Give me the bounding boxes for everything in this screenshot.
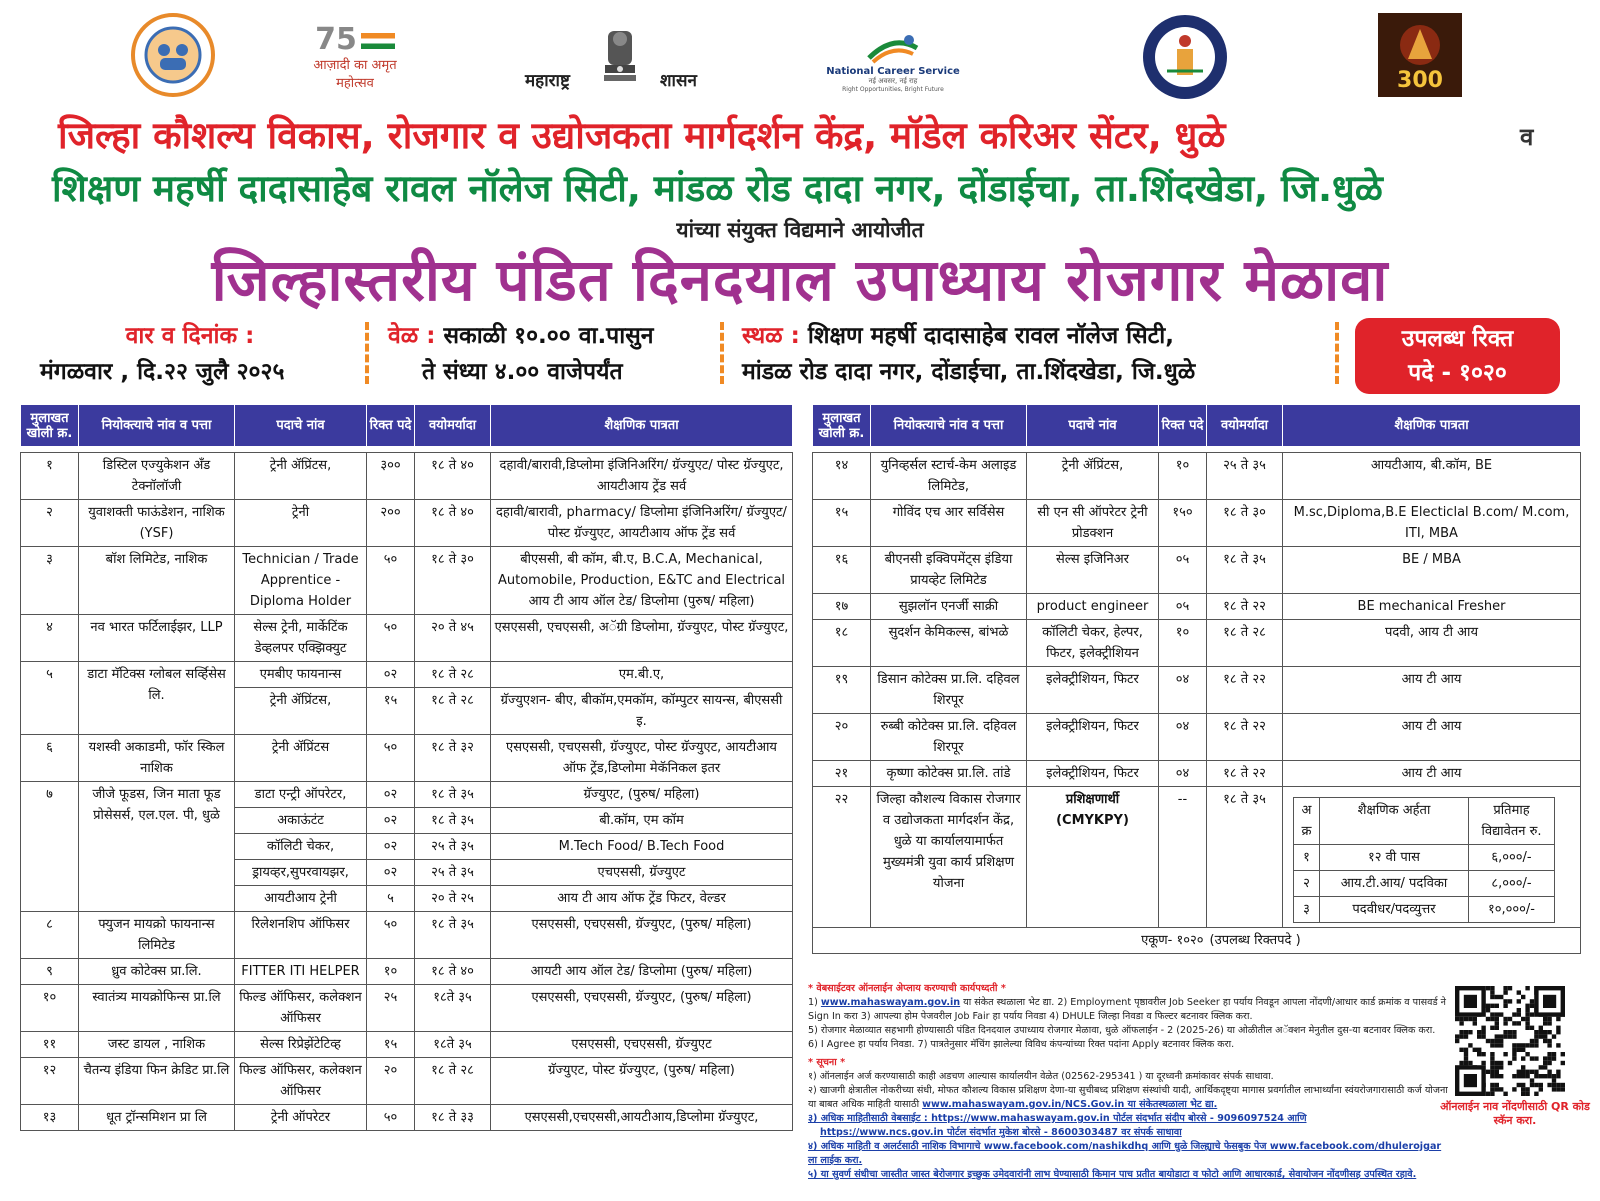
qualification-cell: एसएससी, एचएससी, ग्रॅज्युएट, पोस्ट ग्रॅज्युएट, आयटीआय ऑफ ट्रेंड,डिप्लोमा मेकॅनिकल इतर (491, 735, 793, 782)
age-cell: १८ ते २२ (1207, 714, 1283, 761)
qualification-cell: ग्रॅज्युएशन- बीए, बीकॉम,एमकॉम, कॉम्पुटर सायन्स, बीएससी इ. (491, 688, 793, 735)
notice-heading: * सूचना * (808, 1057, 846, 1068)
table-header-row (813, 405, 1581, 447)
time-value-1: सकाळी १०.०० वा.पासुन (443, 323, 654, 349)
col-post: पदाचे नांव (1027, 405, 1159, 447)
age-cell: १८ ते ३५ (415, 808, 491, 834)
qualification-cell: दहावी/बारावी,डिप्लोमा इंजिनिअरिंग/ ग्रॅज्युएट/ पोस्ट ग्रॅज्युएट, आयटीआय ट्रेंड सर्व (491, 453, 793, 500)
row22-stipend-cell (1283, 787, 1581, 928)
stipend-col-qualification: शैक्षणिक अर्हता (1320, 798, 1469, 845)
employer-cell: जीजे फूडस, जिन माता फूड प्रोसेसर्स, एल.एल. पी, धुळे (79, 782, 235, 912)
vacancy-cell: १० (1159, 620, 1207, 667)
jobs-table-right-body (813, 453, 1581, 787)
room-no-cell: १८ (813, 620, 871, 667)
table-row (813, 594, 1581, 620)
registration-qr-code[interactable] (1455, 986, 1565, 1096)
age-cell: १८ ते ४० (415, 453, 491, 500)
post-cell: product engineer (1027, 594, 1159, 620)
vacancy-cell: २० (367, 1058, 415, 1105)
table-row (21, 453, 793, 500)
tricentenary-emblem-icon (1378, 13, 1462, 97)
instruction-steps-b: 5) रोजगार मेळाव्यात सहभागी होण्यासाठी पंडित दिनदयाल उपाध्याय रोजगार मेळावा, धुळे ऑफलाईन - 2 (2025-26) या ओळीतील अॅक्शन मेनुतील दुस-या बटनावर क्लिक करा. 6) I Agree हा पर्याय निवडा. 7) पात्रतेनुसार मॅचिंग झालेल्या विविध कंपन्यांच्या रिक्त पदांना Apply बटनावर क्लिक करा. (808, 1025, 1436, 1050)
vacancy-badge (1355, 318, 1560, 394)
post-cell: फिल्ड ऑफिसर, कलेक्शन ऑफिसर (235, 1058, 367, 1105)
institute-logo (1138, 10, 1232, 104)
jobs-table-left (20, 404, 793, 1131)
ncs-swoosh-icon (863, 30, 923, 66)
qr-caption: ऑनलाईन नाव नोंदणीसाठी QR कोड स्कॅन करा. (1440, 1100, 1590, 1127)
room-no-cell: ३ (21, 547, 79, 615)
qualification-cell: एचएससी, ग्रॅज्युएट (491, 860, 793, 886)
age-cell: १८ ते ३२ (415, 735, 491, 782)
age-cell: २५ ते ३५ (1207, 453, 1283, 500)
table-row (21, 662, 793, 688)
table-row (813, 500, 1581, 547)
employer-cell: स्वातंत्र्य मायक्रोफिन्स प्रा.लि (79, 985, 235, 1032)
employer-cell: चैतन्य इंडिया फिन क्रेडिट प्रा.लि (79, 1058, 235, 1105)
venue-value-2: मांडळ रोड दादा नगर, दोंडाईचा, ता.शिंदखेडा, जि.धुळे (742, 359, 1196, 385)
age-cell: १८ ते ३५ (415, 912, 491, 959)
post-cell: ड्रायव्हर,सुपरवायझर, (235, 860, 367, 886)
qualification-cell: आय टी आय (1283, 714, 1581, 761)
qualification-cell: दहावी/बारावी, pharmacy/ डिप्लोमा इंजिनिअरिंग/ ग्रॅज्युएट/ पोस्ट ग्रॅज्युएट, आयटीआय ऑफ ट्रेंड सर्व (491, 500, 793, 547)
qr-code-icon[interactable] (1455, 986, 1565, 1096)
qualification-cell: एसएससी, एचएससी, ग्रॅज्युएट, (पुरुष/ महिला) (491, 912, 793, 959)
post-cell: ट्रेनी ॲप्रिंटस (235, 735, 367, 782)
tricentenary-number: 300 (1397, 68, 1443, 93)
vacancy-cell: ५० (367, 547, 415, 615)
vacancy-line-1: उपलब्ध रिक्त (1401, 326, 1514, 352)
qualification-cell: BE / MBA (1283, 547, 1581, 594)
table-row (21, 1058, 793, 1105)
post-cell: आयटीआय ट्रेनी (235, 886, 367, 912)
room-no-cell: १४ (813, 453, 871, 500)
step-text: 1) (808, 997, 821, 1008)
post-cell: FITTER ITI HELPER (235, 959, 367, 985)
qualification-cell: आय टी आय (1283, 667, 1581, 714)
table-row (21, 959, 793, 985)
age-cell: १८ ते २२ (1207, 761, 1283, 787)
col-room-no: मुलाखत खोली क्र. (813, 405, 871, 447)
age-cell: १८ ते ४० (415, 500, 491, 547)
table-row (21, 735, 793, 782)
age-cell: २५ ते ३५ (415, 834, 491, 860)
notice-4[interactable]: ४) अधिक माहिती व अलर्टसाठी नाशिक विभागाचे www.facebook.com/nashikdhq आणि धुळे जिल्ह्याचे फेसबुक पेज www.facebook.com/dhulerojgar ला लाईक करा. (808, 1141, 1442, 1166)
vacancy-cell: ५० (367, 735, 415, 782)
post-cell: डाटा एन्ट्री ऑपरेटर, (235, 782, 367, 808)
col-age: वयोमर्यादा (1207, 405, 1283, 447)
age-cell: २० ते ४५ (415, 615, 491, 662)
age-cell: १८ ते ३५ (415, 782, 491, 808)
instructions-heading: * वेबसाईटवर ऑनलाईन अेप्लाय करण्याची कार्यपध्दती * (808, 983, 1006, 994)
table-row (21, 912, 793, 959)
employer-cell: कृष्णा कोटेक्स प्रा.लि. तांडे (871, 761, 1027, 787)
room-no-cell: ९ (21, 959, 79, 985)
vacancy-cell: ०२ (367, 808, 415, 834)
vacancy-cell: १५ (367, 688, 415, 735)
vacancy-cell: १५ (367, 1032, 415, 1058)
stipend-cell: १०,०००/- (1469, 897, 1555, 923)
vacancy-line-2: पदे - १०२० (1408, 360, 1507, 386)
vacancy-cell: ३०० (367, 453, 415, 500)
title-line-1: जिल्हा कौशल्य विकास, रोजगार व उद्योजकता मार्गदर्शन केंद्र, मॉडेल करिअर सेंटर, धुळे (58, 114, 1226, 157)
table-row (21, 782, 793, 808)
ashoka-emblem-icon (600, 25, 640, 93)
stipend-row (1294, 845, 1555, 871)
room-no-cell: ६ (21, 735, 79, 782)
qualification-cell: ग्रॅज्युएट, (पुरुष/ महिला) (491, 782, 793, 808)
stipend-cell: ३ (1294, 897, 1320, 923)
stipend-cell: १ (1294, 845, 1320, 871)
post-cell: Technician / Trade Apprentice - Diploma Holder (235, 547, 367, 615)
col-vacancy: रिक्त पदे (1159, 405, 1207, 447)
age-cell: १८ ते २८ (1207, 620, 1283, 667)
qualification-cell: एसएससी,एचएससी,आयटीआय,डिप्लोमा ग्रॅज्युएट, (491, 1105, 793, 1131)
table-header-row (21, 405, 793, 447)
table-row (21, 500, 793, 547)
qualification-cell: एसएससी, एचएससी, अॅग्री डिप्लोमा, ग्रॅज्युएट, पोस्ट ग्रॅज्युएट, (491, 615, 793, 662)
col-employer: नियोक्त्याचे नांव व पत्ता (871, 405, 1027, 447)
row22-post: प्रशिक्षणार्थी (CMYKPY) (1027, 787, 1159, 928)
col-qualification: शैक्षणिक पात्रता (491, 405, 793, 447)
date-block (40, 318, 340, 390)
qualification-cell: एम.बी.ए, (491, 662, 793, 688)
qualification-cell: आयटी आय ऑल टेड/ डिप्लोमा (पुरुष/ महिला) (491, 959, 793, 985)
date-value: मंगळवार , दि.२२ जुलै २०२५ (40, 359, 285, 385)
qualification-cell: आयटीआय, बी.कॉम, BE (1283, 453, 1581, 500)
ncs-sub: Right Opportunities, Bright Future (842, 85, 944, 93)
title-line-2: शिक्षण महर्षी दादासाहेब रावल नॉलेज सिटी, मांडळ रोड दादा नगर, दोंडाईचा, ता.शिंदखेडा, जि.धुळे (52, 167, 1383, 210)
ncs-tag: नई अवसर, नई राह (868, 76, 918, 85)
employer-cell: डिस्टिल एज्युकेशन अँड टेक्नॉलॉजी (79, 453, 235, 500)
venue-block (742, 318, 1195, 390)
post-cell: सेल्स ट्रेनी, मार्केटिंक डेव्हलपर एक्झिक्युट (235, 615, 367, 662)
stipend-cell: १२ वी पास (1320, 845, 1469, 871)
tricentenary-logo (1378, 13, 1462, 97)
shasan-label: शासन (660, 71, 697, 91)
room-no-cell: १ (21, 453, 79, 500)
vacancy-cell: ०२ (367, 860, 415, 886)
vacancy-cell: ०२ (367, 834, 415, 860)
title-line-1-suffix: व (1520, 123, 1534, 151)
employer-cell: युवाशक्ती फाऊंडेशन, नाशिक (YSF) (79, 500, 235, 547)
age-cell: १८ ते २२ (1207, 594, 1283, 620)
vacancy-cell: ५० (367, 1105, 415, 1131)
separator (1335, 322, 1339, 384)
vacancy-cell: २५ (367, 985, 415, 1032)
vacancy-cell: ५० (367, 615, 415, 662)
table-row (813, 453, 1581, 500)
col-post: पदाचे नांव (235, 405, 367, 447)
vacancy-cell: ०५ (1159, 547, 1207, 594)
notice-3[interactable]: ३) अधिक माहितीसाठी वेबसाईट : https://www.mahaswayam.gov.in पोर्टल संदर्भात संदीप बोरसे - 9096097524 आणि (808, 1113, 1307, 1124)
employer-cell: युनिव्हर्सल स्टार्च-केम अलाइड लिमिटेड, (871, 453, 1027, 500)
col-age: वयोमर्यादा (415, 405, 491, 447)
time-value-2: ते संध्या ४.०० वाजेपर्यंत (422, 359, 623, 385)
room-no-cell: ७ (21, 782, 79, 912)
employer-cell: रुब्बी कोटेक्स प्रा.लि. दहिवल शिरपूर (871, 714, 1027, 761)
time-label: वेळ : (388, 323, 436, 349)
age-cell: १८ ते ३३ (415, 1105, 491, 1131)
table-row (21, 547, 793, 615)
venue-label: स्थळ : (742, 323, 800, 349)
table-row (813, 761, 1581, 787)
employer-cell: बीएनसी इक्विपमेंट्स इंडिया प्रायव्हेट लिमिटेड (871, 547, 1027, 594)
jobs-table-right (812, 404, 1581, 954)
col-employer: नियोक्त्याचे नांव व पत्ता (79, 405, 235, 447)
stipend-col-no: अ क्र (1294, 798, 1320, 845)
age-cell: २५ ते ३५ (415, 860, 491, 886)
azadi-number: 75 (315, 22, 357, 57)
age-cell: १८ ते २८ (415, 1058, 491, 1105)
gear-emblem-icon (130, 12, 216, 98)
qualification-cell: M.Tech Food/ B.Tech Food (491, 834, 793, 860)
row22-vacancy: -- (1159, 787, 1207, 928)
qualification-cell: ग्रॅज्युएट, पोस्ट ग्रॅज्युएट, (पुरुष/ महिला) (491, 1058, 793, 1105)
vacancy-cell: १५० (1159, 500, 1207, 547)
post-cell: ट्रेनी ॲप्रिंटस, (1027, 453, 1159, 500)
employer-cell: डिसान कोटेक्स प्रा.लि. दहिवल शिरपूर (871, 667, 1027, 714)
instruction-steps-a (808, 996, 1448, 1024)
notice-text: २) खाजगी क्षेत्रातील नोकरीच्या संधी, मोफत कौशल्य विकास प्रशिक्षण देणा-या सुचीबध्द प्रशिक्षण संस्थांची यादी, आर्थिकदृष्ट्या मागास प्रवर्गातील लाभार्थ्यांना स्वंयरोजगारासाठी कर्ज योजना या बाबत अधिक माहिती यासाठी (808, 1085, 1448, 1110)
room-no-cell: १९ (813, 667, 871, 714)
qualification-cell: एसएससी, एचएससी, ग्रॅज्युएट, (पुरुष/ महिला) (491, 985, 793, 1032)
state-emblem (598, 24, 642, 94)
main-title: जिल्हास्तरीय पंडित दिनदयाल उपाध्याय रोजगार मेळावा (211, 246, 1389, 314)
table-row (21, 1105, 793, 1131)
employer-cell: डाटा मॅटिक्स ग्लोबल सर्व्हिसेस लि. (79, 662, 235, 735)
post-cell: इलेक्ट्रीशियन, फिटर (1027, 667, 1159, 714)
vacancy-cell: ५० (367, 912, 415, 959)
table-row (21, 985, 793, 1032)
notice-5[interactable]: ५) या सुवर्ण संधीचा जास्तीत जास्त बेरोजगार इच्छुक उमेदवारांनी लाभ घेण्यासाठी किमान पाच प्रतीत बायोडाटा व फोटो आणि आधारकार्ड, सेवायोजन नोंदणीसह उपस्थित रहावे. (808, 1169, 1417, 1180)
age-cell: १८ ते २८ (415, 688, 491, 735)
stipend-col-amount: प्रतिमाह विद्यावेतन रु. (1469, 798, 1555, 845)
age-cell: १८ ते ३० (1207, 500, 1283, 547)
room-no-cell: १७ (813, 594, 871, 620)
notice-3b[interactable]: https://www.ncs.gov.in पोर्टल संदर्भात मुकेश बोरसे - 8600303487 वर संपर्क साधावा (820, 1127, 1182, 1138)
qualification-cell: आय टी आय ऑफ ट्रेंड फिटर, वेल्डर (491, 886, 793, 912)
total-row (813, 928, 1581, 954)
vacancy-cell: १० (1159, 453, 1207, 500)
row22-employer: जिल्हा कौशल्य विकास रोजगार व उद्योजकता मार्गदर्शन केंद्र, धुळे या कार्यालयामार्फत मुख्यमंत्री युवा कार्य प्रशिक्षण योजना (871, 787, 1027, 928)
time-block (388, 318, 654, 390)
age-cell: १८ ते २८ (415, 662, 491, 688)
separator (720, 322, 724, 384)
employer-cell: बॉश लिमिटेड, नाशिक (79, 547, 235, 615)
room-no-cell: २० (813, 714, 871, 761)
stipend-table (1293, 797, 1555, 923)
post-cell: अकाऊंटंट (235, 808, 367, 834)
stipend-header-row (1294, 798, 1555, 845)
room-no-cell: ४ (21, 615, 79, 662)
maharashtra-label: महाराष्ट्र (525, 71, 570, 91)
ncs-name: National Career Service (826, 65, 960, 77)
post-cell: रिलेशनशिप ऑफिसर (235, 912, 367, 959)
employer-cell: गोविंद एच आर सर्विसेस (871, 500, 1027, 547)
age-cell: १८ते ३५ (415, 985, 491, 1032)
skill-department-logo (128, 10, 218, 100)
total-label: एकूण- १०२० (813, 928, 1207, 954)
vacancy-cell: ०२ (367, 782, 415, 808)
vacancy-cell: ०५ (1159, 594, 1207, 620)
employer-cell: धूत ट्रॉन्समिशन प्रा लि (79, 1105, 235, 1131)
date-label: वार व दिनांक : (125, 323, 255, 349)
age-cell: १८ ते ३५ (1207, 547, 1283, 594)
qualification-cell: आय टी आय (1283, 761, 1581, 787)
qualification-cell: M.sc,Diploma,B.E Electiclal B.com/ M.com, ITI, MBA (1283, 500, 1581, 547)
employer-cell: यशस्वी अकाडमी, फॉर स्किल नाशिक (79, 735, 235, 782)
step-text: या संकेत स्थळाला भेट द्या. 2) Employment पृष्ठावरील Job Seeker हा पर्याय निवडून आपला नोंदणी/आधार कार्ड क्रमांक व पासवर्ड ने Sign In करा 3) आपल्या होम पेजवरील Job Fair हा पर्याय निवडा 4) DHULE जिल्हा निवडा व फिल्टर बटनावर क्लिक करा. (808, 997, 1446, 1022)
table-row-22 (813, 787, 1581, 928)
room-no-cell: १० (21, 985, 79, 1032)
vacancy-cell: ५ (367, 886, 415, 912)
room-no-cell: १२ (21, 1058, 79, 1105)
post-cell: ट्रेनी ॲप्रिंटस, (235, 453, 367, 500)
total-note: (उपलब्ध रिक्तपदे ) (1207, 928, 1581, 954)
jobs-table-left-body (21, 453, 793, 1131)
age-cell: १८ ते २२ (1207, 667, 1283, 714)
vacancy-cell: ०४ (1159, 667, 1207, 714)
room-no-cell: १३ (21, 1105, 79, 1131)
room-no-cell: ५ (21, 662, 79, 735)
institute-gear-icon (1139, 11, 1231, 103)
table-row (21, 615, 793, 662)
notice-2-links[interactable]: www.mahaswayam.gov.in/NCS.Gov.in या संकेतस्थळाला भेट द्या. (922, 1099, 1218, 1110)
employer-cell: नव भारत फर्टिलाईझर, LLP (79, 615, 235, 662)
qualification-cell: BE mechanical Fresher (1283, 594, 1581, 620)
notice-2 (808, 1084, 1448, 1112)
vacancy-cell: ०४ (1159, 714, 1207, 761)
post-cell: फिल्ड ऑफिसर, कलेक्शन ऑफिसर (235, 985, 367, 1032)
age-cell: १८ते ३५ (415, 1032, 491, 1058)
post-cell: इलेक्ट्रीशियन, फिटर (1027, 714, 1159, 761)
employer-cell: जस्ट डायल , नाशिक (79, 1032, 235, 1058)
stipend-row (1294, 871, 1555, 897)
separator (365, 322, 369, 384)
venue-value-1: शिक्षण महर्षी दादासाहेब रावल नॉलेज सिटी, (807, 323, 1174, 349)
vacancy-cell: ०२ (367, 662, 415, 688)
employer-cell: फ्युजन मायक्रो फायनान्स लिमिटेड (79, 912, 235, 959)
azadi-amrit-mahotsav-logo (300, 18, 410, 98)
qualification-cell: पदवी, आय टी आय (1283, 620, 1581, 667)
room-no-cell: २१ (813, 761, 871, 787)
ncs-logo (826, 20, 960, 102)
room-no-cell: ८ (21, 912, 79, 959)
employer-cell: ध्रुव कोटेक्स प्रा.लि. (79, 959, 235, 985)
employer-cell: सुझलॉन एनर्जी साक्री (871, 594, 1027, 620)
stipend-cell: आय.टी.आय/ पदविका (1320, 871, 1469, 897)
row22-age: १८ ते ३५ (1207, 787, 1283, 928)
table-row (813, 620, 1581, 667)
age-cell: १८ ते ३० (415, 547, 491, 615)
employer-cell: सुदर्शन केमिकल्स, बांभळे (871, 620, 1027, 667)
mahaswayam-link[interactable]: www.mahaswayam.gov.in (820, 997, 961, 1008)
azadi-text: आज़ादी का अमृत महोत्सव (313, 58, 397, 91)
post-cell: कॉलिटी चेकर, हेल्पर, फिटर, इलेक्ट्रीशियन (1027, 620, 1159, 667)
online-apply-instructions (808, 982, 1448, 1182)
col-vacancy: रिक्त पदे (367, 405, 415, 447)
room-no-cell: १५ (813, 500, 871, 547)
post-cell: ट्रेनी (235, 500, 367, 547)
age-cell: १८ ते ४० (415, 959, 491, 985)
qualification-cell: एसएससी, एचएससी, ग्रॅज्युएट (491, 1032, 793, 1058)
table-row (813, 547, 1581, 594)
row22-no: २२ (813, 787, 871, 928)
vacancy-cell: २०० (367, 500, 415, 547)
table-row (813, 667, 1581, 714)
vacancy-cell: ०४ (1159, 761, 1207, 787)
stipend-row (1294, 897, 1555, 923)
col-room-no: मुलाखत खोली क्र. (21, 405, 79, 447)
age-cell: २० ते २५ (415, 886, 491, 912)
post-cell: सेल्स इजिनिअर (1027, 547, 1159, 594)
vacancy-cell: १० (367, 959, 415, 985)
stipend-cell: २ (1294, 871, 1320, 897)
table-row (21, 1032, 793, 1058)
post-cell: कॉलिटी चेकर, (235, 834, 367, 860)
stipend-cell: ६,०००/- (1469, 845, 1555, 871)
subtitle: यांच्या संयुक्त विद्यमाने आयोजीत (676, 218, 924, 242)
qualification-cell: बीएससी, बी कॉम, बी.ए, B.C.A, Mechanical, Automobile, Production, E&TC and Electrical आय टी आय ऑल टेड/ डिप्लोमा (पुरुष/ महिला) (491, 547, 793, 615)
room-no-cell: २ (21, 500, 79, 547)
post-cell: सी एन सी ऑपरेटर ट्रेनी प्रोडक्शन (1027, 500, 1159, 547)
stipend-cell: ८,०००/- (1469, 871, 1555, 897)
col-qualification: शैक्षणिक पात्रता (1283, 405, 1581, 447)
room-no-cell: १६ (813, 547, 871, 594)
stipend-cell: पदवीधर/पदव्युत्तर (1320, 897, 1469, 923)
post-cell: इलेक्ट्रीशियन, फिटर (1027, 761, 1159, 787)
post-cell: ट्रेनी ऑपरेटर (235, 1105, 367, 1131)
notice-1: १) ऑनलाईन अर्ज करण्यासाठी काही अडचण आल्यास कार्यालयीन वेळेत (02562-295341 ) या दूरध्वनी क्रमांकावर संपर्क साधावा. (808, 1071, 1274, 1082)
logo-strip (0, 10, 1600, 105)
table-row (813, 714, 1581, 761)
post-cell: सेल्स रिप्रेझेंटेटिव्ह (235, 1032, 367, 1058)
room-no-cell: ११ (21, 1032, 79, 1058)
qualification-cell: बी.कॉम, एम कॉम (491, 808, 793, 834)
post-cell: एमबीए फायनान्स (235, 662, 367, 688)
post-cell: ट्रेनी ॲप्रिंटस, (235, 688, 367, 735)
